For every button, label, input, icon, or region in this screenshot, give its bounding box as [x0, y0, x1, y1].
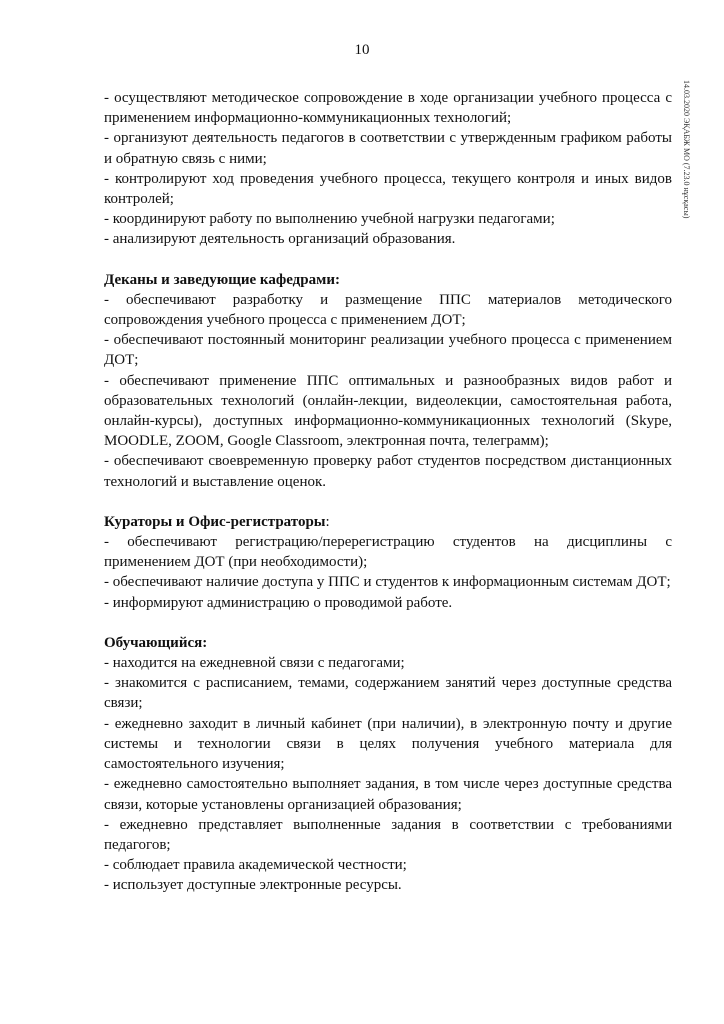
- list-item: - обеспечивают постоянный мониторинг реализации учебного процесса с применением ДОТ;: [104, 332, 672, 369]
- section-heading: Кураторы и Офис-регистраторы: [104, 513, 326, 530]
- section-curators: [104, 512, 672, 613]
- list-item: - обеспечивают своевременную проверку работ студентов посредством дистанционных технологий и выставление оценок.: [104, 453, 672, 490]
- list-item: - ежедневно представляет выполненные задания в соответствии с требованиями педагогов;: [104, 816, 672, 853]
- side-stamp: 14.03.2020 ЭҚАБЖ МО (7.23.0 нұсқасы): [682, 80, 691, 219]
- section-heading: Деканы и заведующие кафедрами:: [104, 271, 340, 288]
- list-item: - ежедневно заходит в личный кабинет (при наличии), в электронную почту и другие системы и технологии связи в целях получения учебного материала для самостоятельного изучения;: [104, 715, 672, 773]
- list-item: - соблюдает правила академической честности;: [104, 857, 407, 874]
- list-item: - информируют администрацию о проводимой работе.: [104, 594, 453, 611]
- list-item: - обеспечивают разработку и размещение ППС материалов методического сопровождения учебного процесса с применением ДОТ;: [104, 291, 672, 329]
- list-item: - ежедневно самостоятельно выполняет задания, в том числе через доступные средства связи, которые установлены организацией образования;: [104, 776, 672, 813]
- list-item: - контролируют ход проведения учебного процесса, текущего контроля и иных видов контролей;: [104, 170, 672, 208]
- list-item: - координируют работу по выполнению учебной нагрузки педагогами;: [104, 211, 555, 228]
- section-heading: Обучающийся:: [104, 634, 208, 651]
- list-item: - анализируют деятельность организаций образования.: [104, 231, 456, 248]
- list-item: - находится на ежедневной связи с педагогами;: [104, 655, 405, 672]
- document-body: [104, 88, 672, 896]
- list-item: - использует доступные электронные ресурсы.: [104, 877, 402, 894]
- section-heading-line: [104, 512, 672, 532]
- page-number: 10: [354, 42, 370, 58]
- list-item: - обеспечивают наличие доступа у ППС и студентов к информационным системам ДОТ;: [104, 574, 671, 591]
- list-item: - обеспечивают применение ППС оптимальных и разнообразных видов работ и образовательных технологий (онлайн-лекции, видеолекции, самостоятельная работа, онлайн-курсы), доступных информационно-коммуникационных технологий (Skype, MOODLE, ZOOM, Google Classroom, электронная почта, телеграмм);: [104, 372, 672, 450]
- list-item: - знакомится с расписанием, темами, содержанием занятий через доступные средства связи;: [104, 675, 672, 712]
- list-item: - обеспечивают регистрацию/перерегистрацию студентов на дисциплины с применением ДОТ (при необходимости);: [104, 534, 672, 571]
- section-students: [104, 633, 672, 896]
- list-item: - осуществляют методическое сопровождение в ходе организации учебного процесса с применением информационно-коммуникационных технологий;: [104, 90, 672, 127]
- list-item: - организуют деятельность педагогов в соответствии с утвержденным графиком работы и обратную связь с ними;: [104, 130, 672, 167]
- section-intro: [104, 88, 672, 250]
- section-deans: [104, 270, 672, 492]
- heading-suffix: :: [325, 513, 330, 530]
